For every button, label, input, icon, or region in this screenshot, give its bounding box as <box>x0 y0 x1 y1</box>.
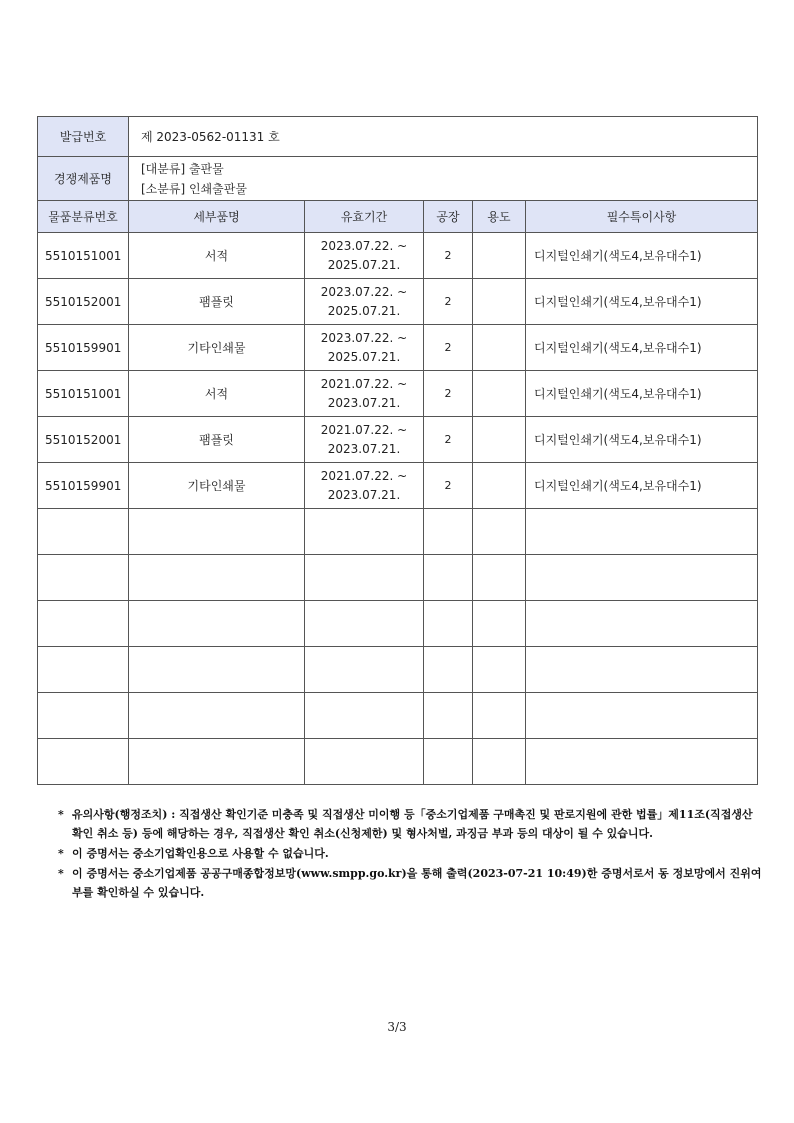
row-period-end: 2025.07.21. <box>327 349 401 364</box>
row-period <box>305 463 424 509</box>
row-period <box>305 279 424 325</box>
table-row <box>38 417 758 463</box>
issue-no-value: 제 2023-0562-01131 호 <box>129 117 758 157</box>
row-period-end: 2023.07.21. <box>327 395 401 410</box>
note-text: 유의사항(행정조치) : 직접생산 확인기준 미충족 및 직접생산 미이행 등「중소기업제품 구매촉진 및 판로지원에 관한 법률」제11조(직접생산 확인 취소 등) 등에 해당하는 경우, 직접생산 확인 취소(신청제한) 및 형사처벌, 과징금 부과 등의 대상이 될 수 있습니다. <box>72 808 753 840</box>
row-period-start: 2021.07.22. ~ <box>320 468 408 483</box>
table-header-row <box>38 201 758 233</box>
row-name: 팸플릿 <box>129 279 305 325</box>
issue-no-label: 발급번호 <box>38 117 129 157</box>
row-note: 디지털인쇄기(색도4,보유대수1) <box>526 463 758 509</box>
row-factory: 2 <box>424 417 473 463</box>
row-period-start: 2023.07.22. ~ <box>320 330 408 345</box>
row-factory: 2 <box>424 233 473 279</box>
row-code: 5510152001 <box>38 279 129 325</box>
note-bullet: * <box>58 808 64 821</box>
row-note: 디지털인쇄기(색도4,보유대수1) <box>526 233 758 279</box>
row-code: 5510152001 <box>38 417 129 463</box>
header-usage: 용도 <box>473 201 526 233</box>
row-period <box>305 233 424 279</box>
row-code: 5510151001 <box>38 233 129 279</box>
table-row <box>38 463 758 509</box>
row-period-start: 2023.07.22. ~ <box>320 284 408 299</box>
note-text: 이 증명서는 중소기업제품 공공구매종합정보망(www.smpp.go.kr)을 통해 출력(2023-07-21 10:49)한 증명서로서 동 정보망에서 진위여부를 확인하실 수 있습니다. <box>72 867 762 899</box>
category-major: [대분류] 출판물 <box>141 161 224 176</box>
empty-table-row <box>38 693 758 739</box>
row-usage <box>473 371 526 417</box>
table-row <box>38 279 758 325</box>
row-usage <box>473 463 526 509</box>
row-name: 기타인쇄물 <box>129 325 305 371</box>
row-period-start: 2023.07.22. ~ <box>320 238 408 253</box>
header-name: 세부품명 <box>129 201 305 233</box>
row-usage <box>473 417 526 463</box>
row-code: 5510159901 <box>38 463 129 509</box>
row-period-end: 2025.07.21. <box>327 303 401 318</box>
empty-table-row <box>38 509 758 555</box>
row-name: 기타인쇄물 <box>129 463 305 509</box>
note-item <box>58 844 763 863</box>
row-code: 5510159901 <box>38 325 129 371</box>
note-text: 이 증명서는 중소기업확인용으로 사용할 수 없습니다. <box>72 847 329 860</box>
notes-section <box>58 805 763 903</box>
row-period-end: 2023.07.21. <box>327 441 401 456</box>
row-note: 디지털인쇄기(색도4,보유대수1) <box>526 279 758 325</box>
table-row <box>38 325 758 371</box>
row-note: 디지털인쇄기(색도4,보유대수1) <box>526 325 758 371</box>
row-name: 서적 <box>129 371 305 417</box>
row-period <box>305 325 424 371</box>
row-period <box>305 371 424 417</box>
row-code: 5510151001 <box>38 371 129 417</box>
header-factory: 공장 <box>424 201 473 233</box>
empty-table-row <box>38 555 758 601</box>
note-item <box>58 864 763 902</box>
note-item <box>58 805 763 843</box>
product-label: 경쟁제품명 <box>38 157 129 201</box>
header-note: 필수특이사항 <box>526 201 758 233</box>
empty-table-row <box>38 647 758 693</box>
header-period: 유효기간 <box>305 201 424 233</box>
row-note: 디지털인쇄기(색도4,보유대수1) <box>526 371 758 417</box>
row-period-end: 2023.07.21. <box>327 487 401 502</box>
row-period <box>305 417 424 463</box>
note-bullet: * <box>58 867 64 880</box>
table-row <box>38 371 758 417</box>
row-usage <box>473 279 526 325</box>
row-period-start: 2021.07.22. ~ <box>320 422 408 437</box>
note-bullet: * <box>58 847 64 860</box>
certificate-table <box>37 116 758 785</box>
page-number: 3/3 <box>387 1020 407 1034</box>
row-period-start: 2021.07.22. ~ <box>320 376 408 391</box>
empty-table-row <box>38 601 758 647</box>
category-minor: [소분류] 인쇄출판물 <box>141 181 247 196</box>
row-factory: 2 <box>424 463 473 509</box>
row-note: 디지털인쇄기(색도4,보유대수1) <box>526 417 758 463</box>
row-factory: 2 <box>424 279 473 325</box>
row-factory: 2 <box>424 371 473 417</box>
row-period-end: 2025.07.21. <box>327 257 401 272</box>
empty-table-row <box>38 739 758 785</box>
row-name: 팸플릿 <box>129 417 305 463</box>
table-row <box>38 233 758 279</box>
row-usage <box>473 325 526 371</box>
row-usage <box>473 233 526 279</box>
header-code: 물품분류번호 <box>38 201 129 233</box>
row-factory: 2 <box>424 325 473 371</box>
product-categories <box>129 157 758 201</box>
row-name: 서적 <box>129 233 305 279</box>
